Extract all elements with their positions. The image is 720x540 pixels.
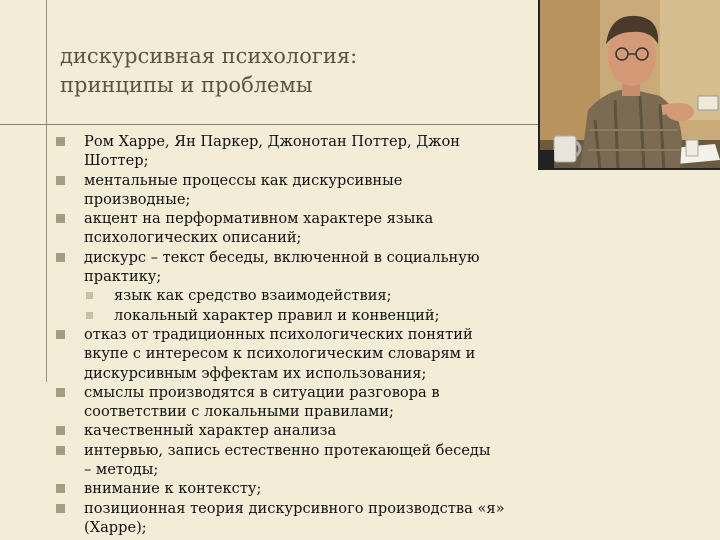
list-item (56, 325, 576, 383)
list-item (56, 248, 576, 287)
title-line-1: дискурсивная психология: (60, 44, 358, 68)
square-bullet-icon (56, 388, 65, 397)
list-item (56, 441, 576, 480)
list-item-line: производные; (84, 190, 191, 208)
list-item-line: практику; (84, 268, 162, 286)
list-item-line: дискурс – текст беседы, включенной в социальную (84, 248, 480, 266)
square-bullet-icon (56, 253, 65, 262)
vertical-divider-line (46, 0, 47, 382)
title-line-2: принципы и проблемы (60, 73, 313, 97)
list-item (56, 499, 576, 538)
list-item-line: качественный характер анализа (84, 422, 337, 440)
list-item-line: (Харре); (84, 518, 147, 536)
list-item-line: психологических описаний; (84, 229, 302, 247)
slide-title (60, 42, 520, 100)
square-bullet-icon (56, 137, 65, 146)
square-bullet-icon (56, 214, 65, 223)
list-item-line: смыслы производятся в ситуации разговора в (84, 383, 440, 401)
list-item (56, 421, 576, 440)
sub-list-item-line: язык как средство взаимодействия; (114, 287, 392, 305)
list-item-line: Ром Харре, Ян Паркер, Джонотан Поттер, Джон (84, 133, 461, 150)
list-item-line: вкупе с интересом к психологическим словарям и (84, 345, 476, 363)
square-bullet-icon (56, 426, 65, 435)
square-bullet-icon (56, 176, 65, 185)
square-bullet-icon (86, 312, 93, 319)
list-item-line: соответствии с локальными правилами; (84, 403, 394, 421)
square-bullet-icon (56, 504, 65, 513)
list-item (56, 132, 576, 171)
list-item-line: отказ от традиционных психологических понятий (84, 325, 473, 343)
list-item-line: Шоттер; (84, 152, 149, 170)
list-item (56, 383, 576, 422)
sub-list-item-line: локальный характер правил и конвенций; (114, 306, 440, 324)
square-bullet-icon (86, 292, 93, 299)
sub-list-item (56, 306, 576, 325)
sub-list-item (56, 286, 576, 305)
list-item-line: внимание к контексту; (84, 480, 262, 498)
square-bullet-icon (56, 484, 65, 493)
list-item-line: ментальные процессы как дискурсивные (84, 171, 403, 189)
list-item-line: – методы; (84, 461, 159, 479)
list-item-line: позиционная теория дискурсивного производства «я» (84, 499, 505, 517)
square-bullet-icon (56, 446, 65, 455)
square-bullet-icon (56, 330, 65, 339)
bullet-list (56, 132, 576, 537)
list-item (56, 171, 576, 210)
list-item-line: интервью, запись естественно протекающей беседы (84, 441, 491, 459)
list-item (56, 209, 576, 248)
list-item-line: дискурсивным эффектам их использования; (84, 364, 427, 382)
list-item (56, 479, 576, 498)
list-item-line: акцент на перформативном характере языка (84, 210, 434, 228)
